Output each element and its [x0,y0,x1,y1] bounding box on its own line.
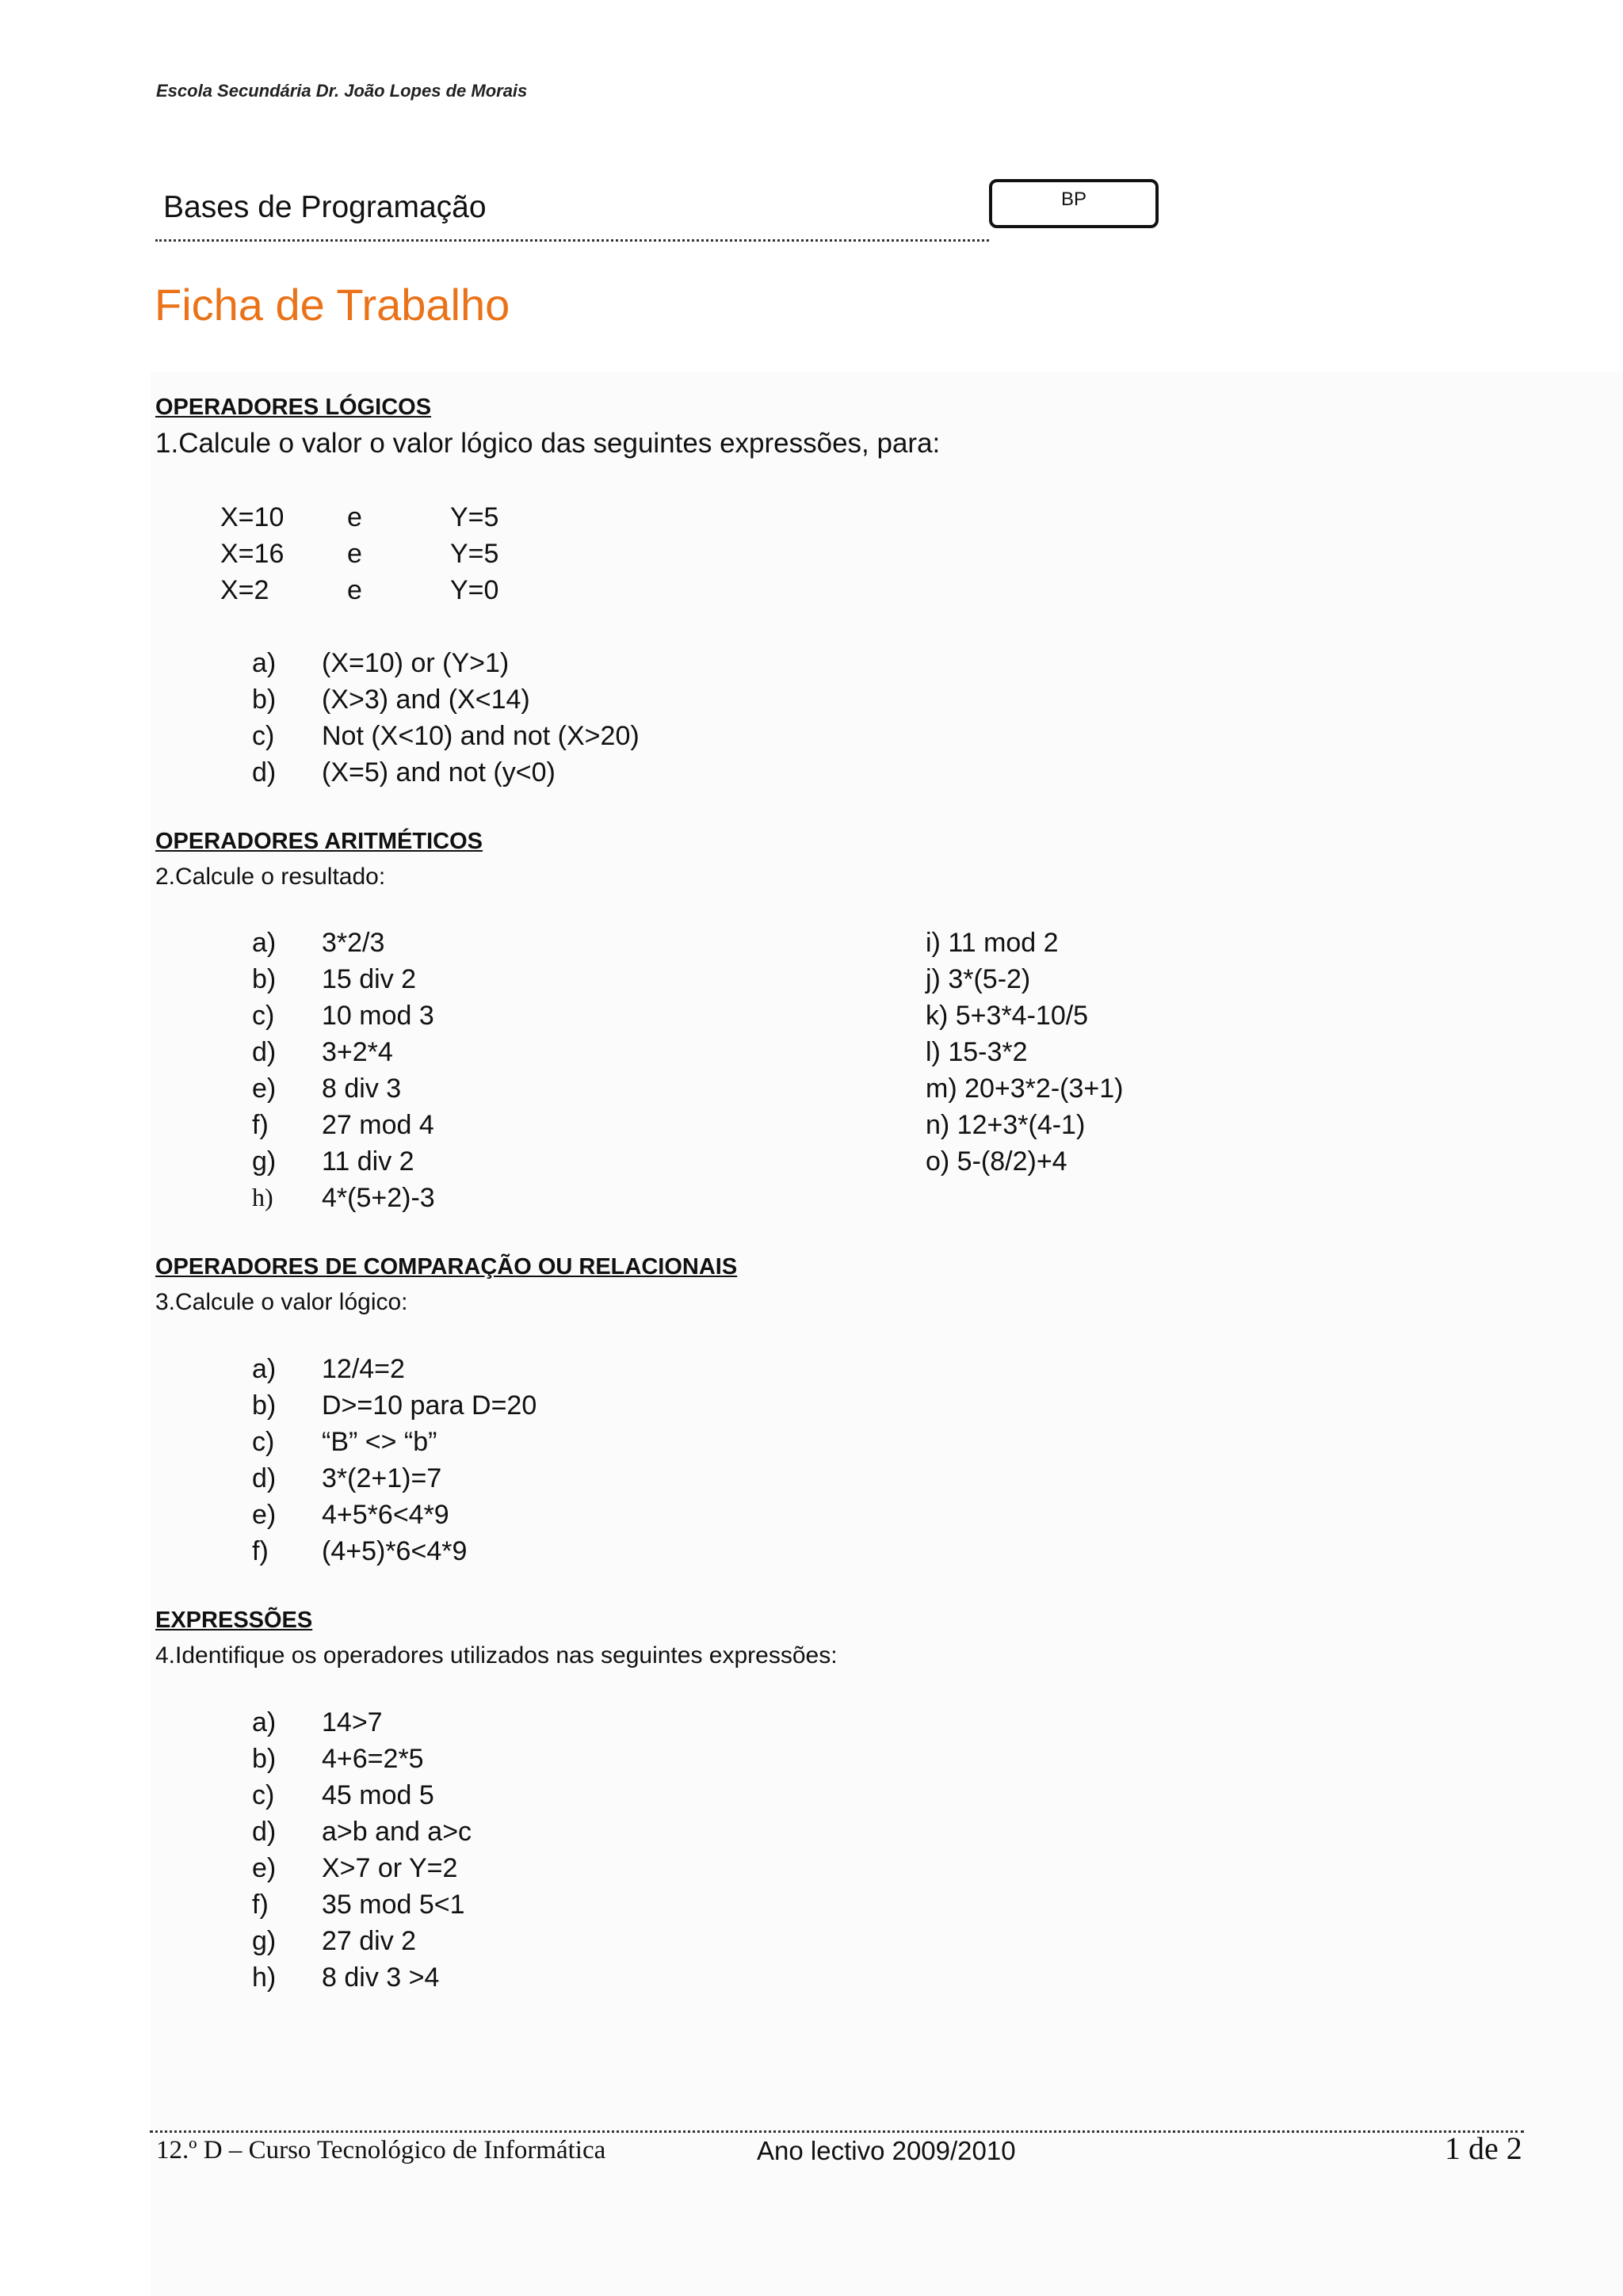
section-prompt-comparison: 3.Calcule o valor lógico: [155,1289,408,1315]
footer-divider [150,2130,1524,2133]
subject-code: BP [1060,189,1086,210]
condition-y: Y=0 [450,575,499,605]
item-expression: (X>3) and (X<14) [322,685,530,715]
section-heading-arithmetic: OPERADORES ARITMÉTICOS [155,829,483,854]
list-item: n) 12+3*(4-1) [926,1110,1086,1140]
section-heading-expressions: EXPRESSÕES [155,1608,313,1633]
section-heading-comparison: OPERADORES DE COMPARAÇÃO OU RELACIONAIS [155,1254,738,1280]
item-label: f) [252,1110,269,1140]
item-expression: 12/4=2 [322,1354,405,1384]
page-number: 1 de 2 [1445,2130,1522,2166]
condition-x: X=2 [220,575,269,605]
condition-y: Y=5 [450,502,499,532]
item-expression: 4+5*6<4*9 [322,1500,449,1530]
item-label: b) [252,1390,277,1421]
condition-y: Y=5 [450,539,499,569]
footer-year: Ano lectivo 2009/2010 [757,2136,1016,2165]
section-prompt-expressions: 4.Identifique os operadores utilizados nas seguintes expressões: [155,1642,838,1669]
subject-code-box [989,179,1159,228]
item-expression: 45 mod 5 [322,1780,434,1810]
item-label: b) [252,964,277,994]
school-name: Escola Secundária Dr. João Lopes de Morais [156,81,528,101]
item-expression: 8 div 3 [322,1074,402,1104]
item-label: c) [252,721,275,751]
item-label: e) [252,1074,277,1104]
item-label: a) [252,928,277,958]
section-prompt-arithmetic: 2.Calcule o resultado: [155,864,386,890]
item-label: c) [252,1001,275,1031]
item-expression: Not (X<10) and not (X>20) [322,721,640,751]
item-label: d) [252,1037,277,1067]
item-label: b) [252,1744,277,1774]
item-expression: (4+5)*6<4*9 [322,1536,468,1566]
item-expression: “B” <> “b” [322,1427,437,1457]
item-label: f) [252,1890,269,1920]
item-expression: 10 mod 3 [322,1001,434,1031]
item-expression: 27 div 2 [322,1926,417,1956]
subject-title: Bases de Programação [163,190,487,224]
list-item: o) 5-(8/2)+4 [926,1146,1067,1177]
item-label: e) [252,1500,277,1530]
item-label: g) [252,1926,277,1956]
item-expression: 3*2/3 [322,928,385,958]
item-expression: (X=10) or (Y>1) [322,648,510,678]
item-expression: 35 mod 5<1 [322,1890,465,1920]
list-item: l) 15-3*2 [926,1037,1028,1067]
list-item: i) 11 mod 2 [926,928,1059,958]
item-expression: D>=10 para D=20 [322,1390,537,1421]
item-label: h) [252,1962,277,1993]
item-label: d) [252,1463,277,1493]
item-label: c) [252,1780,275,1810]
item-label: h) [252,1183,273,1211]
list-item: m) 20+3*2-(3+1) [926,1074,1124,1104]
item-expression: 3+2*4 [322,1037,393,1067]
item-expression: 4*(5+2)-3 [322,1183,435,1213]
item-expression: 27 mod 4 [322,1110,434,1140]
page-title: Ficha de Trabalho [155,280,510,330]
list-item: k) 5+3*4-10/5 [926,1001,1089,1031]
item-label: b) [252,685,277,715]
item-label: d) [252,1817,277,1847]
item-label: a) [252,1707,277,1737]
item-expression: 15 div 2 [322,964,417,994]
item-expression: 4+6=2*5 [322,1744,424,1774]
item-label: a) [252,648,277,678]
item-label: e) [252,1853,277,1883]
section-prompt-logical: 1.Calcule o valor o valor lógico das seguintes expressões, para: [155,428,941,459]
item-expression: X>7 or Y=2 [322,1853,458,1883]
footer-course: 12.º D – Curso Tecnológico de Informática [156,2136,606,2164]
item-expression: 14>7 [322,1707,383,1737]
section-heading-logical: OPERADORES LÓGICOS [155,395,432,420]
item-label: c) [252,1427,275,1457]
item-label: f) [252,1536,269,1566]
condition-x: X=10 [220,502,285,532]
condition-x: X=16 [220,539,285,569]
item-expression: 11 div 2 [322,1146,414,1177]
item-label: g) [252,1146,277,1177]
item-expression: 8 div 3 >4 [322,1962,440,1993]
item-label: a) [252,1354,277,1384]
item-label: d) [252,757,277,788]
exercise-list-arithmetic-right [926,928,1123,1183]
list-item: j) 3*(5-2) [926,964,1031,994]
condition-conj: e [347,502,362,532]
header-divider [155,239,989,242]
item-expression: 3*(2+1)=7 [322,1463,442,1493]
condition-conj: e [347,575,362,605]
item-expression: a>b and a>c [322,1817,472,1847]
condition-conj: e [347,539,362,569]
item-expression: (X=5) and not (y<0) [322,757,556,788]
